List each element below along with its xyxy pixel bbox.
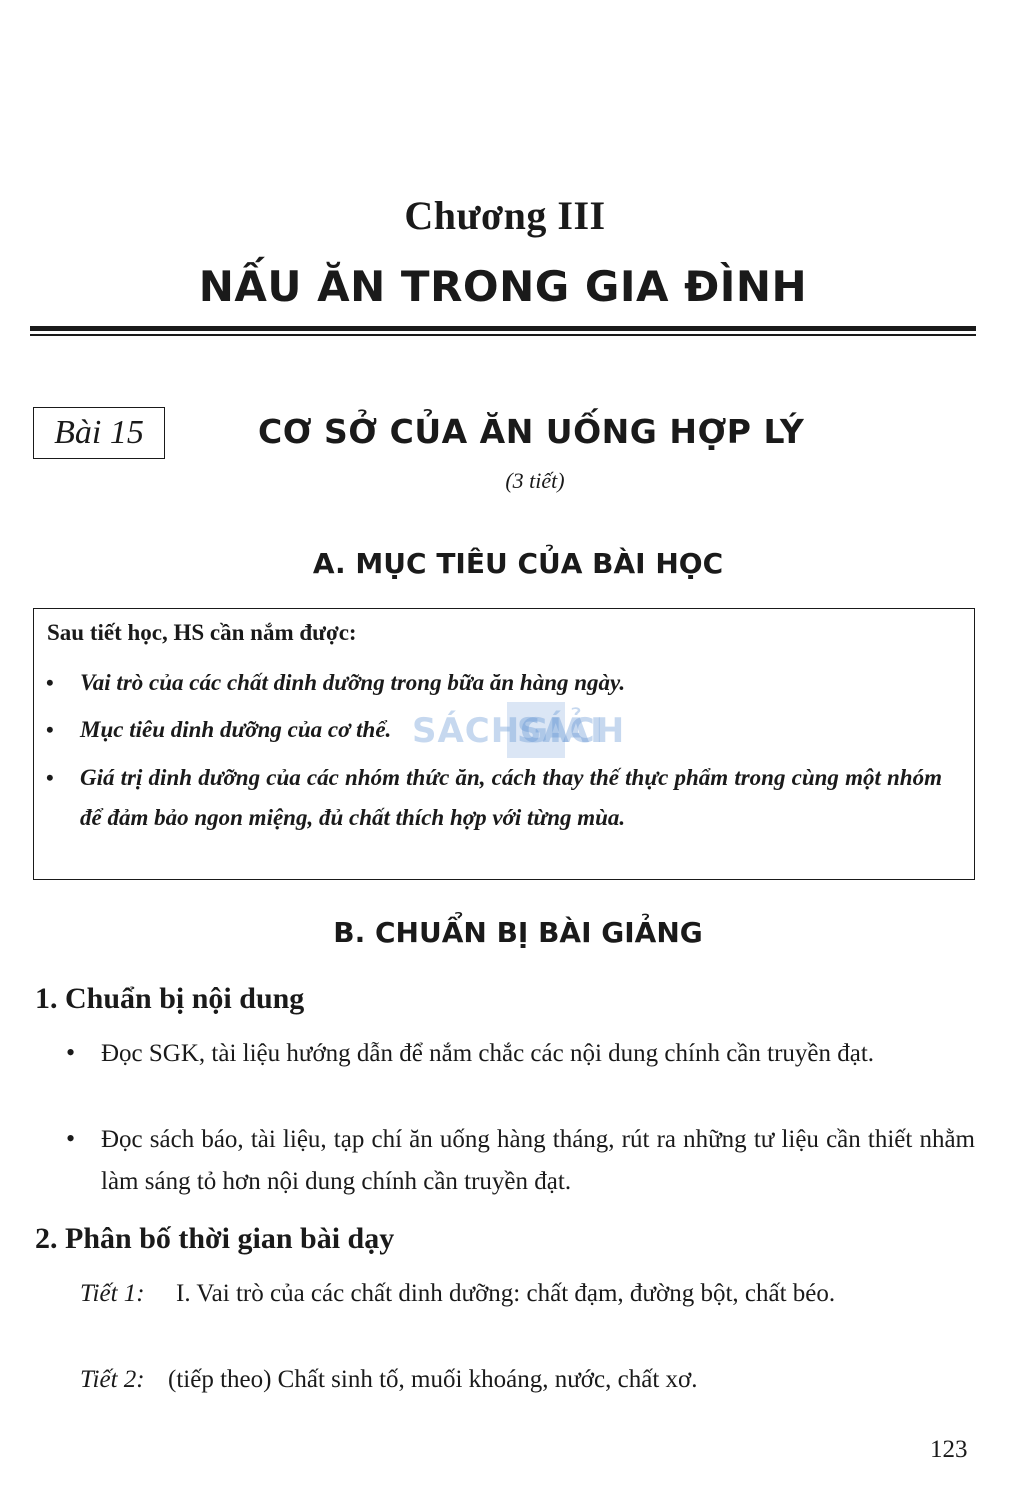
bullet-icon: • xyxy=(46,670,54,695)
period-text-2: (tiếp theo) Chất sinh tố, muối khoáng, nước, chất xơ. xyxy=(168,1366,698,1393)
section-a-heading: A. MỤC TIÊU CỦA BÀI HỌC xyxy=(312,547,724,580)
period-label: Tiết 2: xyxy=(80,1366,145,1393)
bullet-icon: • xyxy=(66,1124,76,1153)
lesson-duration: (3 tiết) xyxy=(505,468,565,493)
chapter-label: Chương III xyxy=(404,193,606,238)
subsection-heading-time: 2. Phân bố thời gian bài dạy xyxy=(35,1222,395,1255)
objective-item: Giá trị dinh dưỡng của các nhóm thức ăn, cách thay thế thực phẩm trong cùng một nhóm để đảm bảo ngon miệng, đủ chất thích hợp với từng mùa. xyxy=(80,765,942,830)
bullet-icon: • xyxy=(46,717,54,742)
period-text-1: I. Vai trò của các chất dinh dưỡng: chất đạm, đường bột, chất béo. xyxy=(176,1280,836,1307)
content-item: Đọc SGK, tài liệu hướng dẫn để nắm chắc các nội dung chính cần truyền đạt. xyxy=(101,1040,875,1067)
section-b-heading: B. CHUẨN BỊ BÀI GIẢNG xyxy=(333,916,703,949)
chapter-title: NẤU ĂN TRONG GIA ĐÌNH xyxy=(198,262,808,311)
bullet-icon: • xyxy=(46,765,54,790)
content-item: Đọc sách báo, tài liệu, tạp chí ăn uống hàng tháng, rút ra những tư liệu cần thiết nhằm làm sáng tỏ hơn nội dung chính cần truyền đạt. xyxy=(101,1126,975,1195)
objectives-intro: Sau tiết học, HS cần nắm được: xyxy=(47,620,357,645)
lesson-title: CƠ SỞ CỦA ĂN UỐNG HỢP LÝ xyxy=(258,412,805,451)
svg-text:SÁCHGIẢI: SÁCHGIẢI xyxy=(412,711,604,751)
watermark-logo xyxy=(412,700,622,760)
chapter-divider xyxy=(30,326,976,331)
bullet-icon: • xyxy=(66,1038,76,1067)
lesson-number-box: Bài 15 xyxy=(33,407,165,459)
period-label: Tiết 1: xyxy=(80,1280,145,1307)
svg-text:SÁCHGIẢI: SÁCH xyxy=(517,711,622,751)
period-text xyxy=(176,1273,974,1315)
objective-item: Mục tiêu dinh dưỡng của cơ thể. xyxy=(80,717,392,742)
subsection-heading-content: 1. Chuẩn bị nội dung xyxy=(35,982,305,1015)
chapter-divider-thin xyxy=(30,334,976,336)
page-number: 123 xyxy=(930,1436,968,1463)
objective-item: Vai trò của các chất dinh dưỡng trong bữa ăn hàng ngày. xyxy=(80,670,626,695)
watermark-logo-icon xyxy=(412,700,622,760)
